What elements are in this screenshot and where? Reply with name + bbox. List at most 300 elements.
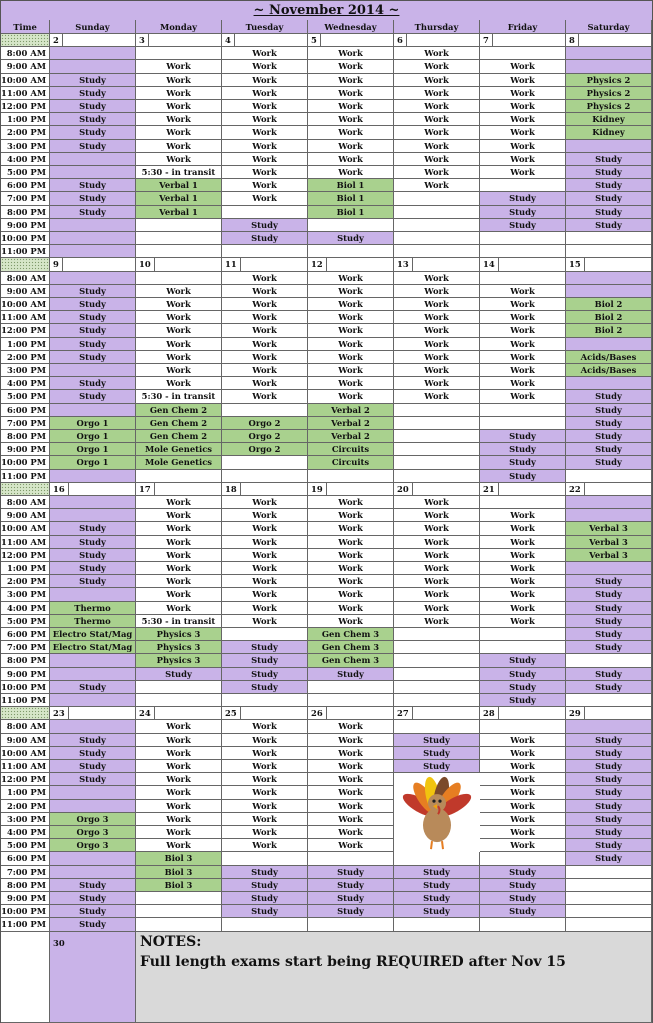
schedule-slot: Study — [50, 100, 136, 113]
schedule-slot: Work — [308, 773, 394, 786]
date-number: 18 — [225, 483, 241, 495]
schedule-slot: Work — [136, 298, 222, 311]
schedule-slot: Study — [566, 773, 652, 786]
schedule-slot: Work — [480, 747, 566, 760]
schedule-slot: Work — [308, 298, 394, 311]
schedule-slot: 5:30 - in transit — [136, 615, 222, 628]
day-header-friday: Friday — [480, 20, 566, 34]
schedule-slot: Work — [480, 166, 566, 179]
schedule-slot: Work — [222, 536, 308, 549]
schedule-slot: Thermo — [50, 615, 136, 628]
schedule-slot: Study — [50, 549, 136, 562]
schedule-slot: Study — [566, 417, 652, 430]
time-label: 10:00 AM — [1, 298, 50, 311]
time-label: 5:00 PM — [1, 390, 50, 403]
schedule-slot: Work — [394, 377, 480, 390]
schedule-slot: Study — [50, 681, 136, 694]
schedule-slot: Work — [394, 522, 480, 535]
schedule-slot: Work — [222, 575, 308, 588]
schedule-slot: Study — [566, 826, 652, 839]
date-number: 3 — [139, 34, 149, 46]
schedule-slot: Study — [566, 734, 652, 747]
schedule-slot: Study — [480, 905, 566, 918]
schedule-slot: Work — [222, 87, 308, 100]
schedule-slot: Electro Stat/Mag — [50, 628, 136, 641]
time-label: 8:00 AM — [1, 496, 50, 509]
schedule-slot: Study — [50, 113, 136, 126]
schedule-slot: Work — [308, 351, 394, 364]
schedule-slot: Work — [308, 113, 394, 126]
schedule-slot: Work — [222, 549, 308, 562]
schedule-slot: Study — [50, 747, 136, 760]
schedule-slot: Thermo — [50, 602, 136, 615]
schedule-slot: Orgo 2 — [222, 430, 308, 443]
schedule-slot: Work — [394, 338, 480, 351]
date-number: 29 — [569, 707, 585, 719]
date-cell — [136, 707, 222, 720]
schedule-slot: Study — [566, 456, 652, 469]
schedule-slot: Work — [394, 298, 480, 311]
schedule-slot: Work — [136, 285, 222, 298]
schedule-slot — [308, 694, 394, 707]
schedule-slot — [222, 245, 308, 258]
schedule-slot: Work — [136, 113, 222, 126]
schedule-slot: Work — [136, 562, 222, 575]
schedule-slot: Study — [50, 338, 136, 351]
schedule-slot: Work — [480, 734, 566, 747]
date-cell — [136, 258, 222, 271]
schedule-slot: Work — [136, 338, 222, 351]
schedule-slot: Study — [222, 681, 308, 694]
schedule-slot: Work — [480, 74, 566, 87]
schedule-slot: Study — [308, 892, 394, 905]
schedule-slot: Work — [222, 602, 308, 615]
schedule-slot: Work — [308, 747, 394, 760]
time-label: 12:00 PM — [1, 324, 50, 337]
date-cell — [50, 483, 136, 496]
schedule-slot: Work — [480, 153, 566, 166]
schedule-slot: Study — [566, 443, 652, 456]
schedule-slot: Work — [480, 338, 566, 351]
schedule-slot: Study — [222, 879, 308, 892]
schedule-slot: Work — [394, 166, 480, 179]
schedule-slot — [394, 470, 480, 483]
schedule-slot: Work — [136, 773, 222, 786]
schedule-slot: Verbal 3 — [566, 522, 652, 535]
schedule-slot — [566, 272, 652, 285]
schedule-slot: Work — [222, 720, 308, 733]
schedule-slot: Work — [136, 74, 222, 87]
time-label: 8:00 PM — [1, 879, 50, 892]
schedule-slot — [394, 654, 480, 667]
schedule-slot — [222, 456, 308, 469]
schedule-slot: Orgo 3 — [50, 813, 136, 826]
schedule-slot: Work — [480, 839, 566, 852]
schedule-slot: Orgo 1 — [50, 430, 136, 443]
schedule-slot: Study — [222, 232, 308, 245]
date-cell — [308, 34, 394, 47]
schedule-slot: Work — [222, 839, 308, 852]
schedule-slot — [394, 206, 480, 219]
schedule-slot: Study — [50, 298, 136, 311]
time-label: 6:00 PM — [1, 404, 50, 417]
date-number: 11 — [225, 258, 241, 270]
schedule-slot: Study — [480, 681, 566, 694]
date-cell — [394, 483, 480, 496]
week-marker — [1, 258, 50, 271]
schedule-slot — [50, 245, 136, 258]
time-label: 1:00 PM — [1, 786, 50, 799]
schedule-slot: Physics 2 — [566, 100, 652, 113]
schedule-slot: Gen Chem 3 — [308, 654, 394, 667]
schedule-slot — [566, 879, 652, 892]
schedule-slot: Verbal 3 — [566, 549, 652, 562]
schedule-slot: Work — [136, 100, 222, 113]
schedule-slot — [50, 694, 136, 707]
time-label: 10:00 AM — [1, 747, 50, 760]
date-cell — [308, 707, 394, 720]
time-label: 7:00 PM — [1, 192, 50, 205]
time-label: 8:00 AM — [1, 47, 50, 60]
schedule-slot: Work — [222, 826, 308, 839]
date-number: 27 — [397, 707, 413, 719]
schedule-slot: Work — [394, 562, 480, 575]
schedule-slot: Verbal 2 — [308, 404, 394, 417]
schedule-slot: Orgo 2 — [222, 443, 308, 456]
schedule-slot: Work — [480, 140, 566, 153]
schedule-slot: Biol 1 — [308, 192, 394, 205]
schedule-slot — [222, 404, 308, 417]
time-label: 9:00 PM — [1, 892, 50, 905]
schedule-slot: Work — [480, 800, 566, 813]
schedule-slot: Work — [222, 786, 308, 799]
schedule-slot — [480, 852, 566, 865]
schedule-slot: Study — [136, 668, 222, 681]
schedule-slot: Work — [394, 311, 480, 324]
schedule-slot: Work — [136, 153, 222, 166]
schedule-slot: Work — [308, 734, 394, 747]
schedule-slot: Gen Chem 3 — [308, 641, 394, 654]
schedule-slot: Verbal 1 — [136, 179, 222, 192]
schedule-slot: Work — [394, 47, 480, 60]
schedule-slot: Work — [394, 179, 480, 192]
schedule-slot: Work — [308, 338, 394, 351]
schedule-slot — [394, 852, 480, 865]
time-label: 12:00 PM — [1, 773, 50, 786]
schedule-slot — [50, 470, 136, 483]
schedule-slot — [566, 338, 652, 351]
time-label: 4:00 PM — [1, 377, 50, 390]
time-label: 10:00 PM — [1, 232, 50, 245]
schedule-slot: Study — [566, 747, 652, 760]
schedule-slot: Physics 2 — [566, 74, 652, 87]
schedule-slot: Work — [222, 272, 308, 285]
time-label: 7:00 PM — [1, 417, 50, 430]
schedule-slot — [566, 496, 652, 509]
schedule-slot: Study — [480, 430, 566, 443]
date-number: 25 — [225, 707, 241, 719]
day-header-tuesday: Tuesday — [222, 20, 308, 34]
date-cell — [136, 34, 222, 47]
date-number: 16 — [53, 483, 69, 495]
schedule-slot: Work — [136, 324, 222, 337]
schedule-slot — [308, 681, 394, 694]
schedule-slot: Work — [136, 140, 222, 153]
date-number: 15 — [569, 258, 585, 270]
schedule-slot: Work — [222, 813, 308, 826]
schedule-slot: Circuits — [308, 443, 394, 456]
schedule-slot: Study — [566, 852, 652, 865]
schedule-slot — [480, 47, 566, 60]
date-number: 26 — [311, 707, 327, 719]
schedule-slot: Biol 3 — [136, 879, 222, 892]
schedule-slot: Work — [222, 615, 308, 628]
time-label: 9:00 AM — [1, 734, 50, 747]
schedule-slot — [50, 668, 136, 681]
schedule-slot — [566, 232, 652, 245]
schedule-slot: Study — [566, 588, 652, 601]
time-label: 10:00 PM — [1, 681, 50, 694]
schedule-slot: Work — [394, 575, 480, 588]
schedule-slot: Work — [394, 496, 480, 509]
schedule-slot — [136, 694, 222, 707]
schedule-slot: Work — [222, 338, 308, 351]
time-label: 11:00 AM — [1, 87, 50, 100]
date-number: 23 — [53, 707, 69, 719]
schedule-slot: Work — [222, 74, 308, 87]
schedule-slot: Work — [136, 126, 222, 139]
schedule-slot: Work — [222, 773, 308, 786]
date-number: 9 — [53, 258, 63, 270]
schedule-slot: Work — [136, 522, 222, 535]
schedule-slot — [480, 232, 566, 245]
date-cell — [308, 258, 394, 271]
schedule-slot: Study — [566, 786, 652, 799]
schedule-slot — [566, 866, 652, 879]
schedule-slot: Study — [50, 760, 136, 773]
schedule-slot: Gen Chem 2 — [136, 404, 222, 417]
schedule-slot: Study — [222, 654, 308, 667]
schedule-slot: Study — [394, 879, 480, 892]
schedule-slot: Work — [394, 602, 480, 615]
schedule-slot — [480, 720, 566, 733]
schedule-slot: Work — [222, 166, 308, 179]
time-label: 6:00 PM — [1, 852, 50, 865]
date-cell — [480, 34, 566, 47]
schedule-slot: Work — [480, 377, 566, 390]
schedule-slot: Study — [308, 879, 394, 892]
schedule-slot — [394, 720, 480, 733]
schedule-slot: Work — [222, 324, 308, 337]
schedule-slot: Work — [308, 562, 394, 575]
schedule-slot: Work — [222, 747, 308, 760]
schedule-slot: Mole Genetics — [136, 443, 222, 456]
schedule-slot: Work — [308, 839, 394, 852]
date-number: 7 — [483, 34, 493, 46]
date-number: 21 — [483, 483, 499, 495]
schedule-slot: Study — [480, 456, 566, 469]
schedule-slot — [136, 245, 222, 258]
date-number: 4 — [225, 34, 235, 46]
date-number: 19 — [311, 483, 327, 495]
schedule-slot — [136, 47, 222, 60]
schedule-slot: Work — [480, 826, 566, 839]
schedule-slot — [566, 720, 652, 733]
schedule-slot — [50, 219, 136, 232]
schedule-slot: Work — [308, 615, 394, 628]
time-label: 5:00 PM — [1, 615, 50, 628]
schedule-slot: Study — [222, 905, 308, 918]
time-label: 11:00 PM — [1, 694, 50, 707]
schedule-slot: Study — [50, 575, 136, 588]
schedule-slot — [50, 509, 136, 522]
schedule-slot: Study — [566, 628, 652, 641]
schedule-slot: Work — [480, 536, 566, 549]
schedule-slot — [394, 192, 480, 205]
date-cell-30 — [50, 932, 136, 1023]
schedule-slot: Study — [394, 866, 480, 879]
time-label: 12:00 PM — [1, 549, 50, 562]
schedule-slot: Kidney — [566, 113, 652, 126]
schedule-slot: Work — [136, 747, 222, 760]
time-label: 7:00 PM — [1, 641, 50, 654]
time-label: 1:00 PM — [1, 338, 50, 351]
schedule-slot: Orgo 2 — [222, 417, 308, 430]
notes-box — [136, 932, 652, 1023]
date-cell — [308, 483, 394, 496]
schedule-slot: Study — [394, 747, 480, 760]
schedule-slot: Gen Chem 2 — [136, 417, 222, 430]
date-number: 2 — [53, 34, 63, 46]
schedule-slot: Work — [394, 285, 480, 298]
schedule-slot: Work — [308, 377, 394, 390]
schedule-slot — [394, 219, 480, 232]
schedule-slot: Study — [480, 892, 566, 905]
date-number: 8 — [569, 34, 579, 46]
schedule-slot: Work — [308, 826, 394, 839]
schedule-slot: Biol 3 — [136, 866, 222, 879]
schedule-slot: Study — [480, 866, 566, 879]
schedule-slot: Biol 2 — [566, 311, 652, 324]
time-label: 10:00 AM — [1, 74, 50, 87]
date-cell — [50, 258, 136, 271]
schedule-slot: Study — [480, 668, 566, 681]
schedule-slot: Work — [222, 285, 308, 298]
schedule-slot: Work — [136, 826, 222, 839]
schedule-slot: Work — [308, 602, 394, 615]
schedule-slot: Physics 3 — [136, 654, 222, 667]
time-label: 9:00 AM — [1, 285, 50, 298]
schedule-slot — [50, 232, 136, 245]
schedule-slot: Work — [222, 496, 308, 509]
schedule-slot: Work — [480, 311, 566, 324]
schedule-slot — [480, 641, 566, 654]
schedule-slot: Work — [308, 166, 394, 179]
schedule-slot: Work — [480, 351, 566, 364]
schedule-slot: Work — [136, 602, 222, 615]
day-header-sunday: Sunday — [50, 20, 136, 34]
schedule-slot — [480, 272, 566, 285]
time-label: 11:00 AM — [1, 760, 50, 773]
time-label: 4:00 PM — [1, 602, 50, 615]
schedule-slot: Work — [480, 324, 566, 337]
schedule-slot: Work — [308, 324, 394, 337]
schedule-slot — [394, 681, 480, 694]
schedule-slot: Study — [480, 654, 566, 667]
schedule-slot: Work — [136, 509, 222, 522]
schedule-slot — [50, 60, 136, 73]
schedule-slot: Work — [308, 813, 394, 826]
schedule-slot: Study — [480, 879, 566, 892]
time-label: 3:00 PM — [1, 140, 50, 153]
schedule-slot: Study — [566, 602, 652, 615]
schedule-slot: Study — [50, 206, 136, 219]
time-label: 1:00 PM — [1, 562, 50, 575]
schedule-slot — [394, 232, 480, 245]
schedule-slot: Work — [136, 364, 222, 377]
schedule-slot: Work — [308, 126, 394, 139]
schedule-slot — [50, 47, 136, 60]
schedule-slot: Study — [566, 813, 652, 826]
date-cell — [566, 707, 652, 720]
schedule-slot — [50, 166, 136, 179]
schedule-slot: Work — [308, 800, 394, 813]
schedule-slot: Work — [222, 509, 308, 522]
schedule-slot: Work — [136, 575, 222, 588]
schedule-slot: Work — [222, 800, 308, 813]
date-cell — [222, 258, 308, 271]
schedule-slot: Work — [222, 760, 308, 773]
schedule-slot: Study — [566, 153, 652, 166]
schedule-slot — [50, 404, 136, 417]
date-cell — [394, 707, 480, 720]
schedule-slot: Kidney — [566, 126, 652, 139]
date-number: 22 — [569, 483, 585, 495]
schedule-slot — [394, 443, 480, 456]
schedule-slot: Study — [566, 641, 652, 654]
day-header-saturday: Saturday — [566, 20, 652, 34]
schedule-slot — [50, 272, 136, 285]
schedule-slot: Biol 1 — [308, 206, 394, 219]
notes-title: NOTES: — [140, 933, 202, 950]
schedule-slot: Study — [566, 760, 652, 773]
schedule-slot — [394, 430, 480, 443]
schedule-slot: Work — [308, 549, 394, 562]
schedule-slot: Work — [394, 364, 480, 377]
time-blank — [1, 932, 50, 1023]
schedule-slot: Acids/Bases — [566, 364, 652, 377]
schedule-slot — [50, 588, 136, 601]
schedule-slot: Physics 2 — [566, 87, 652, 100]
schedule-slot: Work — [136, 351, 222, 364]
schedule-slot: Work — [394, 153, 480, 166]
schedule-slot — [136, 272, 222, 285]
schedule-slot: Work — [394, 549, 480, 562]
time-label: 11:00 AM — [1, 311, 50, 324]
schedule-slot: Work — [308, 311, 394, 324]
date-number: 14 — [483, 258, 499, 270]
schedule-slot — [222, 206, 308, 219]
time-label: 4:00 PM — [1, 153, 50, 166]
schedule-slot: Work — [308, 390, 394, 403]
schedule-slot — [394, 694, 480, 707]
schedule-slot: Work — [480, 285, 566, 298]
schedule-slot: Work — [308, 364, 394, 377]
schedule-slot: Work — [308, 153, 394, 166]
schedule-slot — [394, 628, 480, 641]
schedule-slot: Work — [136, 760, 222, 773]
schedule-slot: Work — [308, 588, 394, 601]
